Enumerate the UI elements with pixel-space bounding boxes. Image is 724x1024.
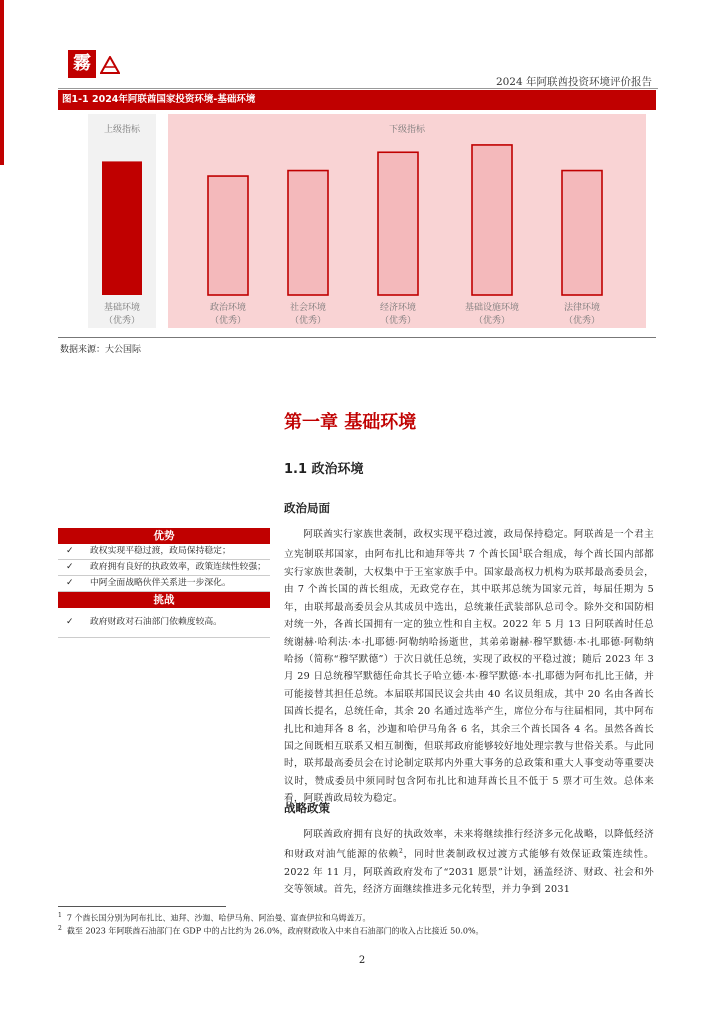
paragraph-text: ，同时世袭制政权过渡方式能够有效保证政策连续性。2022 年 11 月，阿联酋政府发布了“2031 愿景”计划，涵盖经济、财政、社会和外交等领域。首先，经济方面继续推进多元化转型，并力争到 2031: [284, 849, 654, 896]
paragraph-text: 联合组成，每个酋长国内部都实行家族世袭制，大权集中于王室家族手中。国家最高权力机构为联邦最高委员会，由 7 个酋长国的酋长组成，无政党存在，其中联邦总统为国家元首，每届任期为 5 年，由联邦最高委员会从其成员中选出，总统兼任武装部队总司令。除外交和国防相对统一外，各酋长国拥有一定的独立性和自主权。2022 年 5 月 13 日阿联酋时任总统谢赫·哈利法·本·扎耶德·阿勒纳哈扬逝世，其弟弟谢赫·穆罕默德·本·扎耶德·阿勒纳哈扬（简称“穆罕默德”）于次日就任总统，实现了政权的平稳过渡；随后 2023 年 3 月 29 日总统穆罕默德任命其长子哈立德·本·穆罕默德·本·扎耶德为阿布扎比王储，并可能接替其担任总统。本届联邦国民议会共由 40 名议员组成，其中 20 名由各酋长国酋长提名，总统任命，其余 20 名通过选举产生，席位分布与往届相同，其中阿布扎比和迪拜各 8 名，沙迦和哈伊马角各 6 名，其余三个酋长国各 4 名。虽然各酋长国之间既相互联系又相互制衡，但联邦政府能够较好地处理宗教与世俗关系。与此同时，联邦最高委员会在讨论制定联邦内外重大事务的总政策和重大人事变动等重要决议时，赞成委员中须同时包含阿布扎比和迪拜酋长且不低于 5 票才可生效。总体来看，阿联酋政局较为稳定。: [284, 549, 655, 805]
footnote-ref: 1: [518, 548, 524, 556]
x-tick-label: 基础设施环境: [464, 303, 520, 313]
list-item: ✓ 中阿全面战略伙伴关系进一步深化。: [58, 576, 270, 592]
rating-label: （优秀）: [103, 316, 141, 326]
group-label-lower: 下级指标: [388, 125, 426, 135]
x-tick-label: 社会环境: [289, 303, 327, 313]
report-title: 2024 年阿联酋投资环境评价报告: [495, 76, 652, 88]
list-item: ✓ 政权实现平稳过渡，政局保持稳定；: [58, 544, 270, 560]
figure-bottom-rule: [58, 337, 656, 338]
header-divider: [58, 88, 658, 89]
group-label-upper: 上级指标: [103, 125, 141, 135]
rating-label: （优秀）: [379, 316, 417, 326]
figure-caption: 图1-1 2024年阿联酋国家投资环境-基础环境: [58, 90, 656, 110]
footnote-divider: [58, 906, 226, 907]
paragraph-text: 阿联酋实行家族世袭制，政权实现平稳过渡，政局保持稳定。阿联酋是一个君主立宪制联邦国家，由阿布扎比和迪拜等共 7 个酋长国: [284, 529, 654, 561]
bar-基础环境: [102, 161, 142, 295]
logo: 霧: [68, 50, 96, 78]
chart-svg: [58, 112, 656, 332]
paragraph-text: 阿联酋政府拥有良好的执政效率，未来将继续推行经济多元化战略，以降低经济和财政对油气能源的依赖: [284, 829, 654, 861]
emblem-icon: [100, 56, 120, 74]
footnote-1: $^1$ 7 个酋长国分别为阿布扎比、迪拜、沙迦、哈伊马角、阿治曼、富查伊拉和乌姆盖万。: [58, 912, 371, 923]
bar-政治环境: [208, 176, 248, 295]
footnote-ref: 2: [398, 848, 404, 856]
subsection-title-strategy: 战略政策: [284, 801, 330, 815]
x-tick-label: 政治环境: [209, 303, 247, 313]
list-item: ✓ 政府拥有良好的执政效率，政策连续性较强；: [58, 560, 270, 576]
x-tick-label: 基础环境: [103, 303, 141, 313]
paragraph-strategy: [284, 826, 654, 899]
x-tick-label: 法律环境: [563, 303, 601, 313]
subsection-title-political: 政治局面: [284, 501, 330, 515]
bar-chart: [58, 112, 656, 332]
check-icon: ✓: [66, 578, 74, 588]
list-item: ✓ 政府财政对石油部门依赖度较高。: [58, 608, 270, 638]
summary-box: [58, 528, 270, 638]
figure-source: 数据来源：大公国际: [60, 345, 142, 355]
rating-label: （优秀）: [209, 316, 247, 326]
x-tick-label: 经济环境: [379, 303, 417, 313]
check-icon: ✓: [66, 562, 74, 572]
check-icon: ✓: [66, 546, 74, 556]
challenges-list: [58, 608, 270, 638]
page-number: 2: [358, 955, 366, 966]
section-title: 1.1 政治环境: [284, 462, 364, 477]
rating-label: （优秀）: [473, 316, 511, 326]
check-icon: ✓: [66, 617, 74, 627]
rating-label: （优秀）: [563, 316, 601, 326]
bar-基础设施环境: [472, 145, 512, 295]
advantages-list: [58, 544, 270, 592]
bar-社会环境: [288, 171, 328, 295]
bar-法律环境: [562, 171, 602, 295]
paragraph-political: [284, 526, 654, 808]
footnote-2: $^2$ 截至 2023 年阿联酋石油部门在 GDP 中的占比约为 26.0%，政府财政收入中来自石油部门的收入占比接近 50.0%。: [58, 925, 484, 936]
chapter-title: 第一章 基础环境: [284, 412, 417, 433]
bar-经济环境: [378, 152, 418, 295]
rating-label: （优秀）: [289, 316, 327, 326]
side-accent-bar: [0, 0, 4, 165]
advantages-header: 优势: [58, 528, 270, 544]
challenges-header: 挑战: [58, 592, 270, 608]
